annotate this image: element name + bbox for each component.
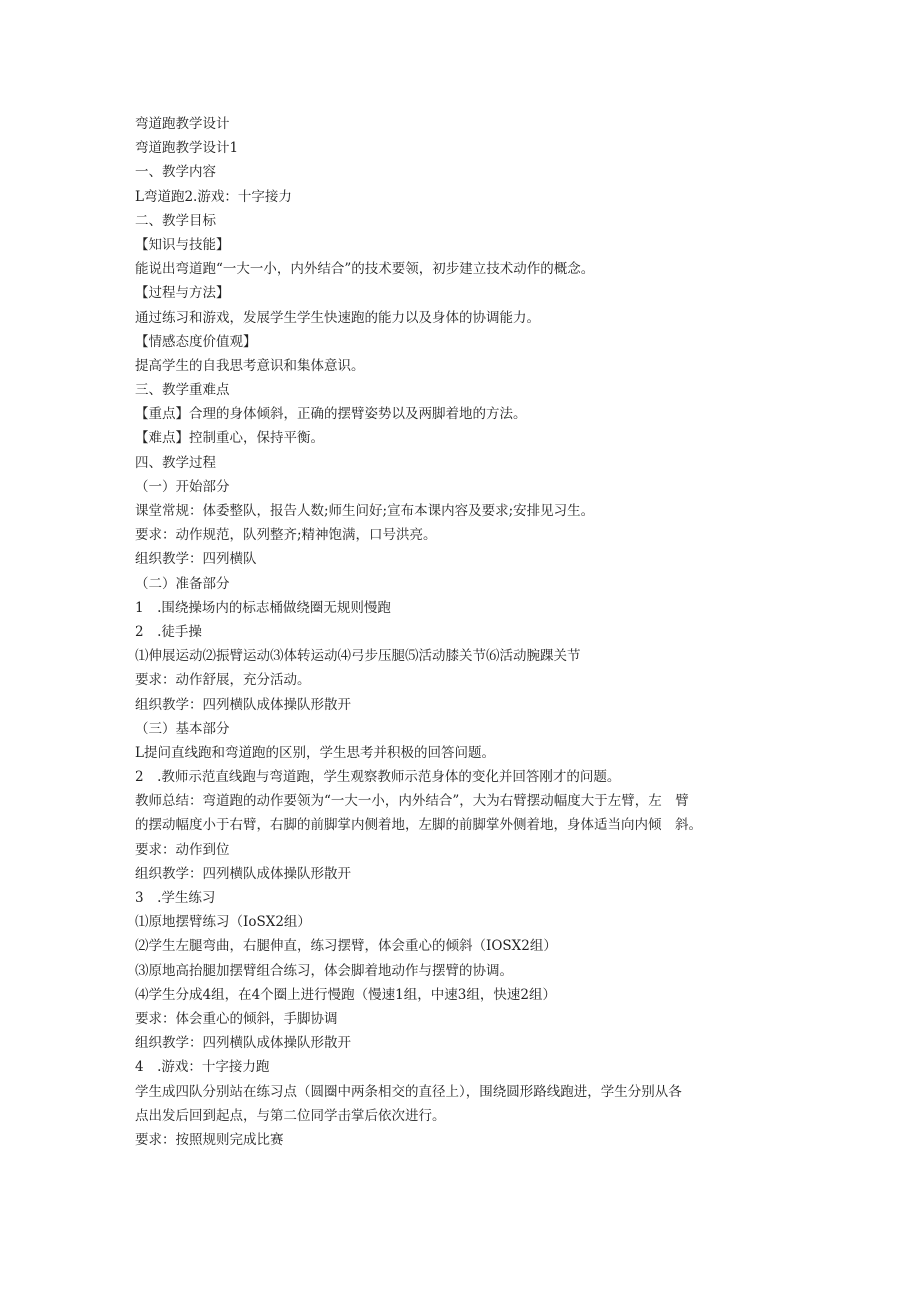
paragraph-line: 【重点】合理的身体倾斜，正确的摆臂姿势以及两脚着地的方法。: [135, 406, 527, 423]
section-heading-content: 一、教学内容: [135, 164, 216, 181]
paragraph-line: 组织教学：四列横队成体操队形散开: [135, 1035, 351, 1052]
section-heading-goals: 二、教学目标: [135, 212, 216, 229]
paragraph-line: ⑴伸展运动⑵振臂运动⑶体转运动⑷弓步压腿⑸活动膝关节⑹活动腕踝关节: [135, 648, 581, 665]
subheading-process: 【过程与方法】: [135, 285, 230, 302]
list-item: 4 .游戏：十字接力跑: [135, 1059, 270, 1076]
list-item: 1 .围绕操场内的标志桶做绕圈无规则慢跑: [135, 599, 391, 616]
list-item: 2 .徒手操: [135, 623, 202, 640]
paragraph-line: 通过练习和游戏，发展学生学生快速跑的能力以及身体的协调能力。: [135, 309, 540, 326]
section-heading-key-points: 三、教学重难点: [135, 382, 230, 399]
list-item: 3 .学生练习: [135, 890, 216, 906]
paragraph-line: 要求：按照规则完成比赛: [135, 1131, 284, 1148]
subheading-attitude: 【情感态度价值观】: [135, 333, 257, 350]
section-heading-process: 四、教学过程: [135, 454, 216, 471]
subheading-basic: （三）基本部分: [135, 720, 230, 737]
paragraph-line: 的摆动幅度小于右臂，右脚的前脚掌内侧着地，左脚的前脚掌外侧着地，身体适当向内倾 斜。: [135, 817, 702, 834]
list-item: ⑶原地高抬腿加摆臂组合练习，体会脚着地动作与摆臂的协调。: [135, 962, 513, 979]
paragraph-line: 组织教学：四列横队成体操队形散开: [135, 696, 351, 713]
document-subtitle: 弯道跑教学设计1: [135, 140, 239, 157]
list-item: 2 .教师示范直线跑与弯道跑，学生观察教师示范身体的变化并回答刚才的问题。: [135, 769, 621, 786]
paragraph-line: 课堂常规：体委整队，报告人数;师生问好;宣布本课内容及要求;安排见习生。: [135, 503, 595, 519]
subheading-knowledge: 【知识与技能】: [135, 236, 230, 253]
paragraph-line: 要求：动作到位: [135, 841, 230, 858]
list-item: ⑴原地摆臂练习（IoSX2组）: [135, 914, 311, 931]
paragraph-line: 能说出弯道跑“一大一小，内外结合”的技术要领，初步建立技术动作的概念。: [135, 261, 595, 278]
paragraph-line: 组织教学：四列横队: [135, 551, 257, 568]
paragraph-line: 提高学生的自我思考意识和集体意识。: [135, 357, 365, 374]
paragraph-line: 要求：体会重心的倾斜，手脚协调: [135, 1010, 338, 1027]
document-body: [135, 112, 785, 1152]
paragraph-line: 要求：动作舒展，充分活动。: [135, 672, 311, 689]
document-title: 弯道跑教学设计: [135, 116, 230, 132]
paragraph-line: 组织教学：四列横队成体操队形散开: [135, 865, 351, 882]
subheading-prepare: （二）准备部分: [135, 575, 230, 592]
paragraph-line: L弯道跑2.游戏：十字接力: [135, 188, 292, 205]
list-item: ⑵学生左腿弯曲，右腿伸直，练习摆臂，体会重心的倾斜（IOSX2组）: [135, 938, 557, 955]
paragraph-line: 学生成四队分别站在练习点（圆圈中两条相交的直径上），围绕圆形路线跑进，学生分别从各: [135, 1083, 682, 1100]
paragraph-line: 要求：动作规范，队列整齐;精神饱满，口号洪亮。: [135, 527, 437, 544]
list-item: L提问直线跑和弯道跑的区别，学生思考并积极的回答问题。: [135, 744, 495, 761]
list-item: ⑷学生分成4组，在4个圈上进行慢跑（慢速1组，中速3组，快速2组）: [135, 986, 556, 1003]
paragraph-line: 教师总结：弯道跑的动作要领为“一大一小，内外结合”，大为右臂摆动幅度大于左臂，左 臂: [135, 793, 689, 810]
paragraph-line: 点出发后回到起点，与第二位同学击掌后依次进行。: [135, 1107, 446, 1124]
subheading-start: （一）开始部分: [135, 478, 230, 495]
paragraph-line: 【难点】控制重心，保持平衡。: [135, 430, 324, 447]
